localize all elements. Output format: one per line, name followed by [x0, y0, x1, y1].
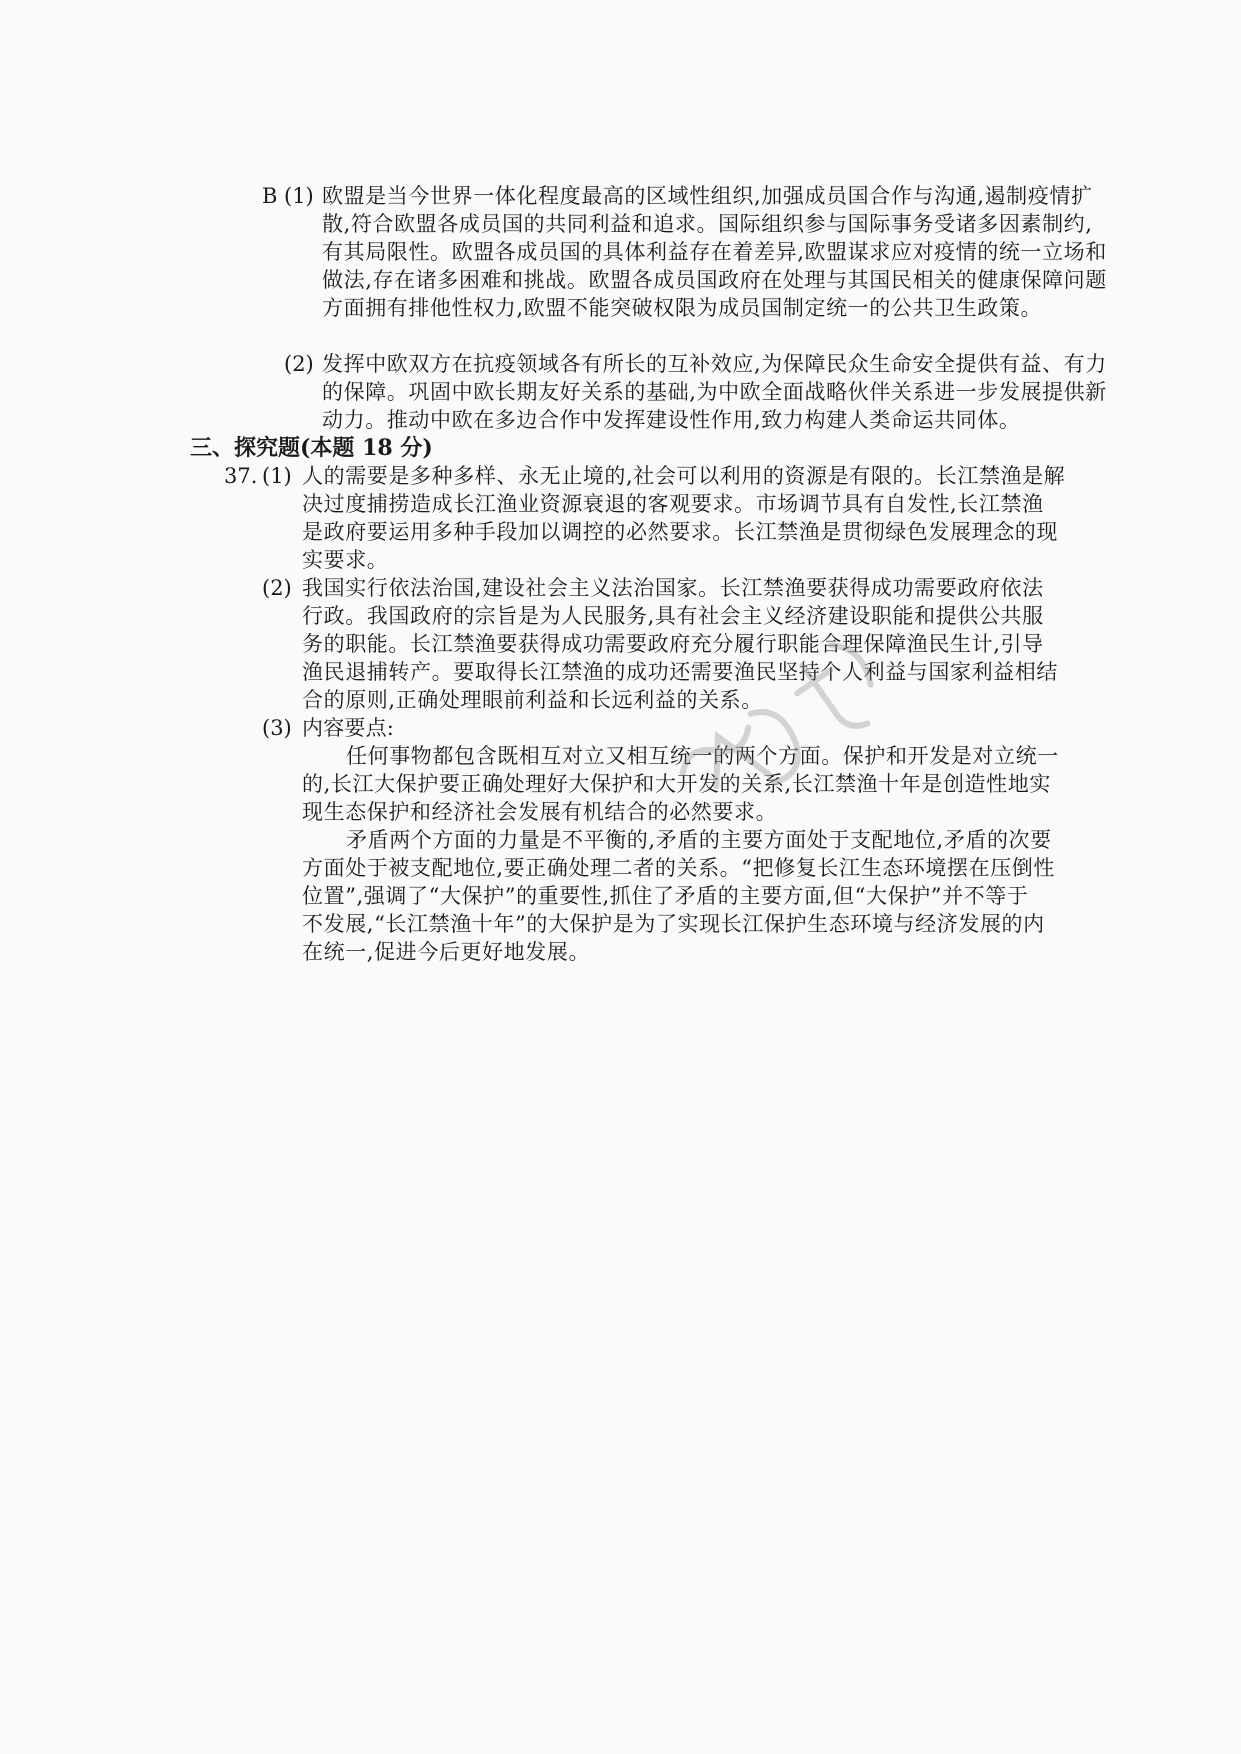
part-b-q1-line-4: 做法,存在诸多困难和挑战。欧盟各成员国政府在处理与其国民相关的健康保障问题 — [322, 268, 1107, 292]
q37-p3-para2-line-2: 方面处于被支配地位,要正确处理二者的关系。“把修复长江生态环境摆在压倒性 — [302, 856, 1056, 880]
q37-number: 37. — [224, 464, 258, 488]
q37-p3-para1-line-3: 现生态保护和经济社会发展有机结合的必然要求。 — [302, 800, 778, 824]
q37-p2-number: (2) — [262, 576, 292, 600]
part-b-q2-line-1: 发挥中欧双方在抗疫领域各有所长的互补效应,为保障民众生命安全提供有益、有力 — [322, 352, 1107, 376]
part-b-q1-line-3: 有其局限性。欧盟各成员国的具体利益存在着差异,欧盟谋求应对疫情的统一立场和 — [322, 240, 1107, 264]
q37-p1-line-1: 人的需要是多种多样、永无止境的,社会可以利用的资源是有限的。长江禁渔是解 — [302, 464, 1066, 488]
q37-p1-line-3: 是政府要运用多种手段加以调控的必然要求。长江禁渔是贯彻绿色发展理念的现 — [302, 520, 1058, 544]
q37-p3-para1-line-1: 任何事物都包含既相互对立又相互统一的两个方面。保护和开发是对立统一 — [346, 744, 1059, 768]
section-3-heading: 三、探究题(本题 18 分) — [190, 435, 433, 461]
part-b-q1-number: (1) — [284, 184, 314, 208]
q37-p3-para2-line-1: 矛盾两个方面的力量是不平衡的,矛盾的主要方面处于支配地位,矛盾的次要 — [346, 828, 1052, 852]
part-b-q2-line-3: 动力。推动中欧在多边合作中发挥建设性作用,致力构建人类命运共同体。 — [322, 408, 1021, 432]
q37-p3-para1-line-2: 的,长江大保护要正确处理好大保护和大开发的关系,长江禁渔十年是创造性地实 — [302, 772, 1051, 796]
q37-p2-line-2: 行政。我国政府的宗旨是为人民服务,具有社会主义经济建设职能和提供公共服 — [302, 604, 1044, 628]
part-b-q1-line-1: 欧盟是当今世界一体化程度最高的区域性组织,加强成员国合作与沟通,遏制疫情扩 — [322, 184, 1093, 208]
q37-p2-line-3: 务的职能。长江禁渔要获得成功需要政府充分履行职能合理保障渔民生计,引导 — [302, 632, 1044, 656]
q37-p1-line-4: 实要求。 — [302, 548, 389, 572]
part-b-q2-line-2: 的保障。巩固中欧长期友好关系的基础,为中欧全面战略伙伴关系进一步发展提供新 — [322, 380, 1107, 404]
q37-p3-para2-line-4: 不发展,“长江禁渔十年”的大保护是为了实现长江保护生态环境与经济发展的内 — [302, 912, 1045, 936]
part-b-q2-number: (2) — [284, 352, 314, 376]
part-b-q1-line-5: 方面拥有排他性权力,欧盟不能突破权限为成员国制定统一的公共卫生政策。 — [322, 296, 1043, 320]
q37-p2-line-1: 我国实行依法治国,建设社会主义法治国家。长江禁渔要获得成功需要政府依法 — [302, 576, 1044, 600]
q37-p3-para2-line-5: 在统一,促进今后更好地发展。 — [302, 940, 591, 964]
part-b-q1-line-2: 散,符合欧盟各成员国的共同利益和追求。国际组织参与国际事务受诸多因素制约, — [322, 212, 1093, 236]
q37-p2-line-4: 渔民退捕转产。要取得长江禁渔的成功还需要渔民坚持个人利益与国家利益相结 — [302, 660, 1058, 684]
q37-p3-number: (3) — [262, 716, 292, 740]
q37-p2-line-5: 合的原则,正确处理眼前利益和长远利益的关系。 — [302, 688, 763, 712]
q37-p1-number: (1) — [262, 464, 292, 488]
q37-p3-heading: 内容要点: — [302, 716, 395, 740]
q37-p3-para2-line-3: 位置”,强调了“大保护”的重要性,抓住了矛盾的主要方面,但“大保护”并不等于 — [302, 884, 1029, 908]
part-b-label: B — [262, 184, 278, 208]
q37-p1-line-2: 决过度捕捞造成长江渔业资源衰退的客观要求。市场调节具有自发性,长江禁渔 — [302, 492, 1044, 516]
